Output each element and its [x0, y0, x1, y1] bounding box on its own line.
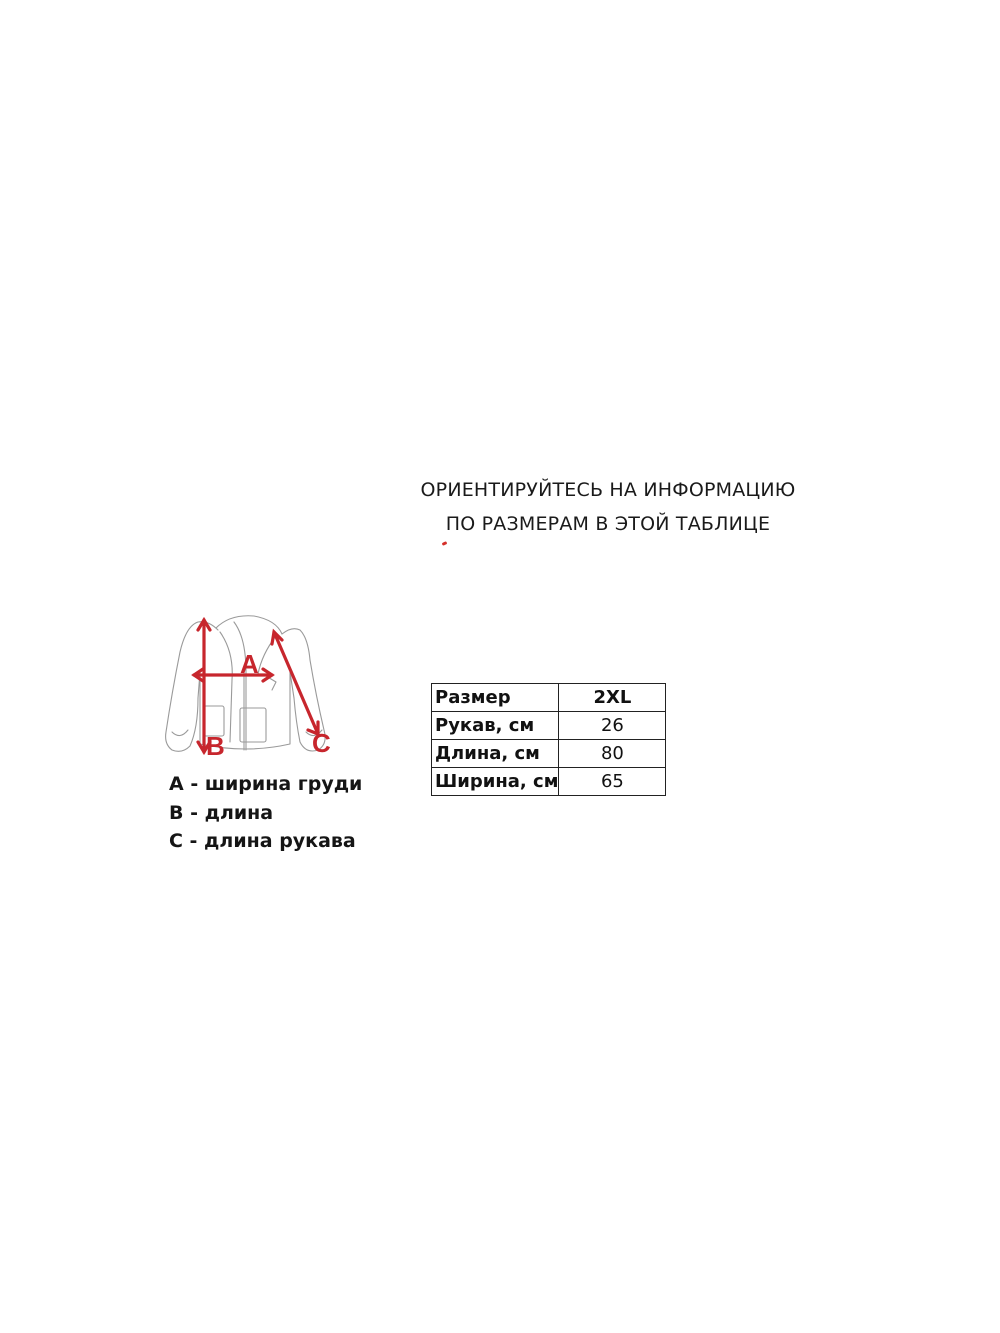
row-label: Длина, см — [432, 740, 559, 768]
arrow-c — [272, 632, 318, 734]
table-row — [432, 712, 666, 740]
table-row — [432, 768, 666, 796]
label-a: A — [240, 649, 259, 679]
jacket-measurement-diagram — [158, 612, 338, 764]
size-table — [431, 683, 666, 796]
legend-item-c: С - длина рукава — [169, 830, 356, 852]
row-label: Ширина, см — [432, 768, 559, 796]
legend-item-b: В - длина — [169, 801, 274, 824]
table-row — [432, 740, 666, 768]
red-mark — [442, 541, 448, 546]
legend-item-a: А - ширина груди — [169, 773, 363, 795]
row-label: Рукав, см — [432, 712, 559, 740]
heading-line-1: ОРИЕНТИРУЙТЕСЬ НА ИНФОРМАЦИЮ — [420, 479, 796, 501]
header-cell: Размер — [432, 684, 559, 712]
table-header-row — [432, 684, 666, 712]
jacket-outline — [166, 616, 326, 752]
header-cell: 2XL — [559, 684, 666, 712]
row-value: 65 — [559, 768, 666, 796]
row-value: 80 — [559, 740, 666, 768]
measurement-legend — [169, 770, 362, 856]
label-c: C — [312, 728, 331, 758]
label-b: B — [206, 731, 225, 761]
heading-line-2: ПО РАЗМЕРАМ В ЭТОЙ ТАБЛИЦЕ — [445, 513, 771, 535]
arrow-a — [194, 669, 272, 681]
row-value: 26 — [559, 712, 666, 740]
